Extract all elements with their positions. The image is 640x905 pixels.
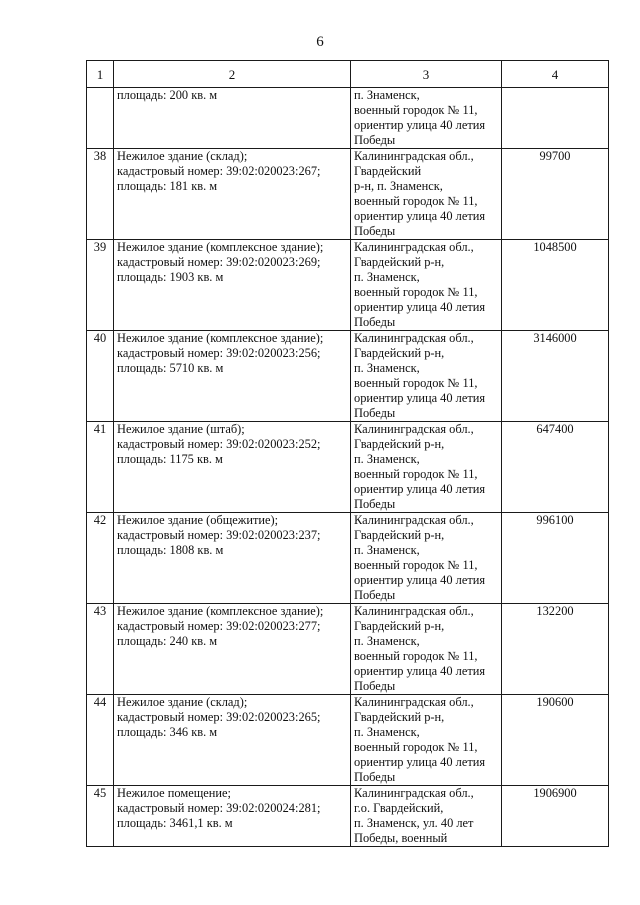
property-description	[114, 149, 351, 240]
property-address	[351, 240, 502, 331]
property-description	[114, 695, 351, 786]
address-line: п. Знаменск,	[354, 270, 420, 284]
address-line: ориентир улица 40 летия	[354, 118, 486, 132]
description-line: Нежилое здание (комплексное здание);	[117, 240, 324, 254]
address-line: п. Знаменск,	[354, 88, 420, 102]
property-description	[114, 513, 351, 604]
address-line: военный городок № 11,	[354, 103, 478, 117]
description-line: площадь: 346 кв. м	[117, 725, 218, 739]
address-line: Гвардейский р-н,	[354, 437, 445, 451]
description-line: Нежилое здание (комплексное здание);	[117, 604, 324, 618]
property-value: 647400	[502, 422, 609, 513]
property-table	[86, 60, 609, 847]
property-value: 132200	[502, 604, 609, 695]
table-row	[87, 331, 609, 422]
address-line: Гвардейский р-н,	[354, 346, 445, 360]
address-line: Гвардейский р-н,	[354, 710, 445, 724]
row-number: 39	[87, 240, 114, 331]
address-line: Калининградская обл.,	[354, 422, 474, 436]
address-line: ориентир улица 40 летия	[354, 573, 486, 587]
row-number: 42	[87, 513, 114, 604]
address-line: п. Знаменск, ул. 40 лет	[354, 816, 474, 830]
address-line: Победы	[354, 679, 396, 693]
address-line: ориентир улица 40 летия	[354, 391, 486, 405]
address-line: Гвардейский	[354, 164, 422, 178]
row-number: 44	[87, 695, 114, 786]
description-line: площадь: 1903 кв. м	[117, 270, 224, 284]
continuation-row	[87, 88, 609, 149]
address-line: Победы	[354, 133, 396, 147]
table-row	[87, 422, 609, 513]
description-line: кадастровый номер: 39:02:020023:269;	[117, 255, 321, 269]
address-line: военный городок № 11,	[354, 285, 478, 299]
property-value	[502, 88, 609, 149]
address-line: г.о. Гвардейский,	[354, 801, 444, 815]
row-number: 40	[87, 331, 114, 422]
address-line: п. Знаменск,	[354, 361, 420, 375]
address-line: ориентир улица 40 летия	[354, 209, 486, 223]
property-value: 99700	[502, 149, 609, 240]
description-line: площадь: 1808 кв. м	[117, 543, 224, 557]
address-line: п. Знаменск,	[354, 452, 420, 466]
property-description	[114, 240, 351, 331]
address-line: п. Знаменск,	[354, 634, 420, 648]
address-line: р-н, п. Знаменск,	[354, 179, 443, 193]
property-value: 1906900	[502, 786, 609, 847]
description-line: Нежилое здание (склад);	[117, 695, 248, 709]
address-line: Калининградская обл.,	[354, 695, 474, 709]
row-number: 43	[87, 604, 114, 695]
table-row	[87, 604, 609, 695]
address-line: Калининградская обл.,	[354, 331, 474, 345]
property-description	[114, 604, 351, 695]
description-line: площадь: 1175 кв. м	[117, 452, 223, 466]
address-line: Калининградская обл.,	[354, 513, 474, 527]
address-line: военный городок № 11,	[354, 194, 478, 208]
description-line: кадастровый номер: 39:02:020023:252;	[117, 437, 321, 451]
property-address	[351, 149, 502, 240]
address-line: военный городок № 11,	[354, 740, 478, 754]
description-line: Нежилое здание (общежитие);	[117, 513, 279, 527]
address-line: Победы, военный	[354, 831, 448, 845]
address-line: Гвардейский р-н,	[354, 528, 445, 542]
property-value: 190600	[502, 695, 609, 786]
property-address	[351, 88, 502, 149]
table-row	[87, 513, 609, 604]
column-header-2: 2	[114, 61, 351, 88]
description-line: Нежилое здание (склад);	[117, 149, 248, 163]
page-number: 6	[316, 34, 324, 50]
description-line: площадь: 240 кв. м	[117, 634, 218, 648]
row-number: 45	[87, 786, 114, 847]
address-line: военный городок № 11,	[354, 649, 478, 663]
address-line: Победы	[354, 497, 396, 511]
address-line: военный городок № 11,	[354, 467, 478, 481]
table-header-row	[87, 61, 609, 88]
address-line: Победы	[354, 588, 396, 602]
property-description	[114, 88, 351, 149]
property-address	[351, 513, 502, 604]
address-line: Гвардейский р-н,	[354, 619, 445, 633]
description-line: Нежилое помещение;	[117, 786, 231, 800]
table-row	[87, 695, 609, 786]
description-line: площадь: 5710 кв. м	[117, 361, 224, 375]
address-line: ориентир улица 40 летия	[354, 300, 486, 314]
address-line: Калининградская обл.,	[354, 604, 474, 618]
address-line: ориентир улица 40 летия	[354, 755, 486, 769]
description-line: кадастровый номер: 39:02:020023:267;	[117, 164, 321, 178]
property-address	[351, 422, 502, 513]
address-line: Победы	[354, 315, 396, 329]
address-line: Калининградская обл.,	[354, 149, 474, 163]
description-line: кадастровый номер: 39:02:020023:237;	[117, 528, 321, 542]
address-line: ориентир улица 40 летия	[354, 482, 486, 496]
table-row	[87, 240, 609, 331]
description-line: площадь: 181 кв. м	[117, 179, 218, 193]
description-line: площадь: 200 кв. м	[117, 88, 218, 102]
column-header-3: 3	[351, 61, 502, 88]
property-value: 3146000	[502, 331, 609, 422]
address-line: Победы	[354, 406, 396, 420]
property-address	[351, 695, 502, 786]
address-line: военный городок № 11,	[354, 558, 478, 572]
table-row	[87, 786, 609, 847]
address-line: п. Знаменск,	[354, 725, 420, 739]
row-number: 41	[87, 422, 114, 513]
description-line: кадастровый номер: 39:02:020024:281;	[117, 801, 321, 815]
description-line: площадь: 3461,1 кв. м	[117, 816, 233, 830]
row-number: 38	[87, 149, 114, 240]
address-line: Калининградская обл.,	[354, 786, 474, 800]
property-value: 1048500	[502, 240, 609, 331]
row-number	[87, 88, 114, 149]
description-line: Нежилое здание (комплексное здание);	[117, 331, 324, 345]
property-address	[351, 786, 502, 847]
property-description	[114, 331, 351, 422]
address-line: ориентир улица 40 летия	[354, 664, 486, 678]
address-line: Гвардейский р-н,	[354, 255, 445, 269]
address-line: Калининградская обл.,	[354, 240, 474, 254]
address-line: военный городок № 11,	[354, 376, 478, 390]
address-line: Победы	[354, 224, 396, 238]
property-address	[351, 604, 502, 695]
property-value: 996100	[502, 513, 609, 604]
column-header-1: 1	[87, 61, 114, 88]
description-line: Нежилое здание (штаб);	[117, 422, 245, 436]
property-description	[114, 422, 351, 513]
description-line: кадастровый номер: 39:02:020023:256;	[117, 346, 321, 360]
property-address	[351, 331, 502, 422]
description-line: кадастровый номер: 39:02:020023:277;	[117, 619, 321, 633]
property-description	[114, 786, 351, 847]
table-row	[87, 149, 609, 240]
column-header-4: 4	[502, 61, 609, 88]
address-line: п. Знаменск,	[354, 543, 420, 557]
description-line: кадастровый номер: 39:02:020023:265;	[117, 710, 321, 724]
address-line: Победы	[354, 770, 396, 784]
